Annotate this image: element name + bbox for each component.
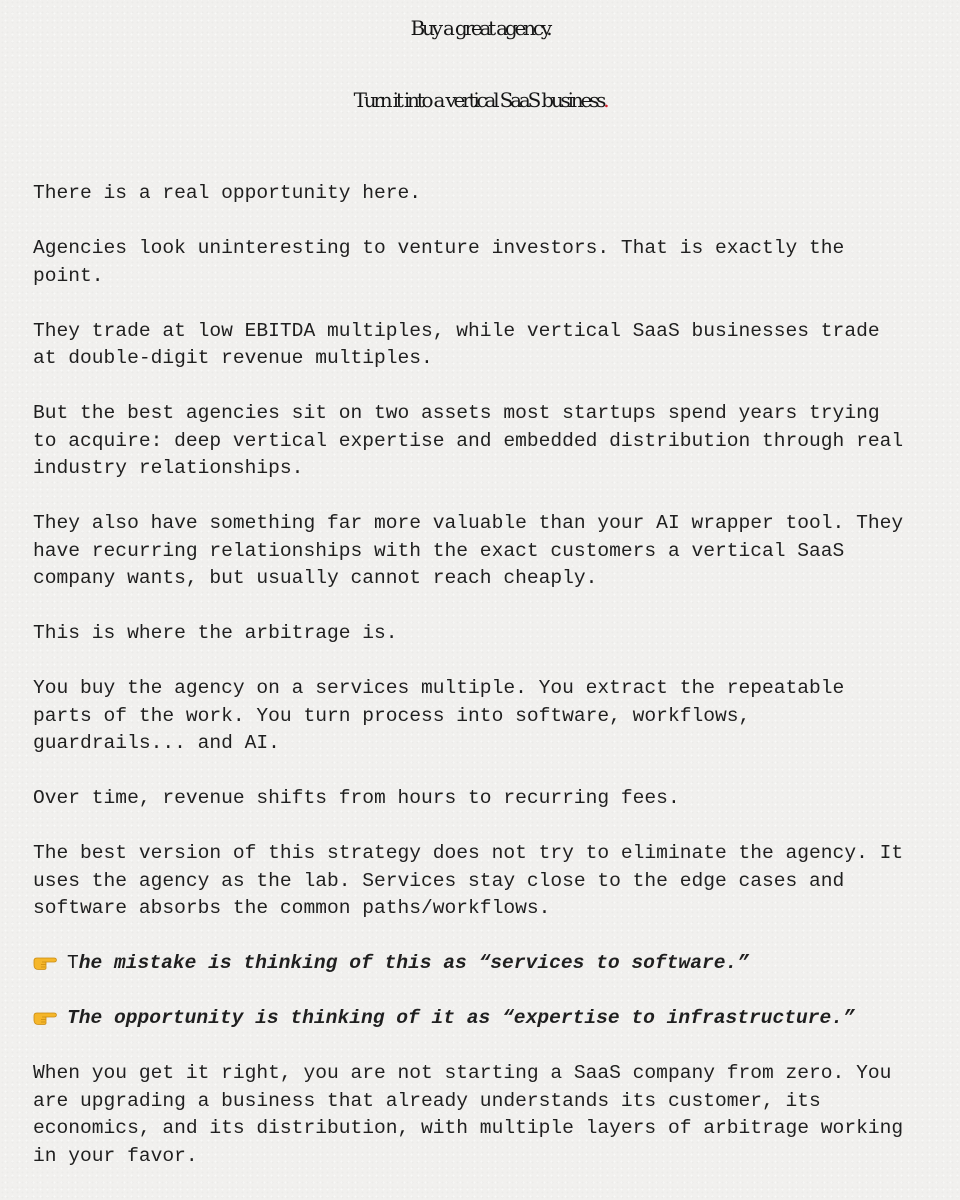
callout-opportunity-text: The opportunity is thinking of it as “expertise to infrastructure.” — [67, 1007, 855, 1029]
headline-line-2 — [0, 90, 960, 110]
headline-line-2-text: Turn it into a vertical SaaS business — [353, 88, 604, 112]
pointing-hand-icon — [33, 954, 57, 970]
headline-red-dot: . — [603, 88, 607, 112]
article-body — [33, 180, 933, 1198]
paragraph-opportunity: There is a real opportunity here. — [33, 182, 422, 204]
paragraph-arbitrage: This is where the arbitrage is. — [33, 622, 398, 644]
paragraph-revenue-shift: Over time, revenue shifts from hours to recurring fees. — [33, 787, 680, 809]
paragraph-multiples: They trade at low EBITDA multiples, while vertical SaaS businesses trade at double-digit revenue multiples. — [33, 319, 880, 369]
paragraph-assets: But the best agencies sit on two assets most startups spend years trying to acquire: deep vertical expertise and embedded distribution through real industry relationships. — [33, 402, 904, 479]
paragraph-buy-agency: You buy the agency on a services multiple. You extract the repeatable parts of the work. You turn process into software, workflows, guardrails... and AI. — [33, 677, 845, 754]
paragraph-best-version: The best version of this strategy does not try to eliminate the agency. It uses the agency as the lab. Services stay close to the edge cases and software absorbs the common paths/workflows. — [33, 842, 904, 919]
pointing-hand-icon — [33, 1009, 57, 1025]
paragraph-closing: When you get it right, you are not starting a SaaS company from zero. You are upgrading a business that already understands its customer, its economics, and its distribution, with multiple layers of arbitrage working in your favor. — [33, 1062, 904, 1167]
callout-mistake — [33, 950, 933, 978]
headline-line-1 — [0, 18, 960, 38]
callout-mistake-lead: T — [67, 952, 79, 974]
callout-opportunity — [33, 1005, 933, 1033]
callout-mistake-text: he mistake is thinking of this as “services to software.” — [78, 952, 749, 974]
headline-line-1-text: Buy a great agency. — [410, 16, 550, 40]
paragraph-venture-investors: Agencies look uninteresting to venture investors. That is exactly the point. — [33, 237, 845, 287]
paragraph-recurring-relationships: They also have something far more valuable than your AI wrapper tool. They have recurring relationships with the exact customers a vertical SaaS company wants, but usually cannot reach cheaply. — [33, 512, 904, 589]
